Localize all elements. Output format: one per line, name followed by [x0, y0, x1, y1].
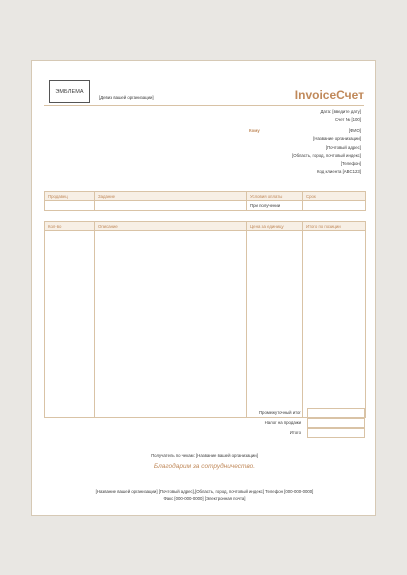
tax-label: Налог на продажи — [264, 420, 301, 425]
recipient-name: [ФИО] — [348, 128, 361, 133]
subtotal-label: Промежуточный итог — [258, 410, 301, 415]
company-slogan: [Девиз вашей организации] — [99, 95, 154, 100]
invoice-meta — [321, 108, 361, 125]
cell-due-date[interactable] — [303, 201, 366, 211]
tax-value[interactable] — [307, 418, 365, 428]
footer-contact — [32, 489, 377, 502]
cell-payment-terms[interactable]: При получении — [247, 201, 303, 211]
total-label: Итого — [289, 430, 301, 435]
info-table-row — [45, 201, 366, 211]
subtotal-row — [44, 408, 365, 418]
cell-line-total[interactable] — [303, 231, 366, 418]
tax-row — [44, 418, 365, 428]
col-unit-price: Цена за единицу — [247, 222, 303, 231]
recipient-label: Кому — [249, 128, 260, 133]
logo-text: ЭМБЛЕМА — [55, 88, 84, 95]
footer-line-fax-email: Факс [000-000-0000] [Электронная почта] — [163, 495, 246, 501]
items-table-body — [45, 231, 366, 418]
recipient-phone: [Телефон] — [340, 161, 361, 167]
items-table — [44, 221, 366, 418]
col-quantity: Кол-во — [45, 222, 95, 231]
invoice-date: Дата: [введите дату] — [320, 109, 361, 114]
cell-job[interactable] — [95, 201, 247, 211]
info-table — [44, 191, 366, 211]
recipient-address — [292, 127, 361, 177]
cell-quantity[interactable] — [45, 231, 95, 418]
total-value[interactable] — [307, 428, 365, 438]
info-table-header — [45, 192, 366, 201]
footer-line-address: [Название вашей организации] [Почтовый адрес],[Область, город, почтовый индекс] Телефон [000-000-0000] — [95, 489, 314, 494]
recipient-city: [Область, город, почтовый индекс] — [292, 152, 361, 158]
col-line-total: Итого по позиции — [303, 222, 366, 231]
customer-id: Код клиента [ABC123] — [317, 169, 361, 175]
total-row — [44, 428, 365, 438]
recipient-company: [Название организации] — [313, 136, 361, 142]
subtotal-value[interactable] — [307, 408, 365, 418]
cell-seller[interactable] — [45, 201, 95, 211]
recipient-street: [Почтовый адрес] — [325, 144, 361, 150]
cell-unit-price[interactable] — [247, 231, 303, 418]
invoice-number: Счет № [100] — [334, 117, 361, 123]
thank-you-message: Благодарим за сотрудничество. — [153, 463, 256, 470]
cell-description[interactable] — [95, 231, 247, 418]
col-job: Задание — [95, 192, 247, 201]
logo-placeholder[interactable] — [49, 80, 90, 103]
col-due-date: Срок — [303, 192, 366, 201]
invoice-title: InvoiceСчет — [294, 88, 364, 102]
payable-to: Получатель по чекам: [Название вашей организации] — [151, 453, 258, 458]
col-seller: Продавец — [45, 192, 95, 201]
items-table-header — [45, 222, 366, 231]
col-description: Описание — [95, 222, 247, 231]
col-payment-terms: Условия оплаты — [247, 192, 303, 201]
invoice-page — [31, 60, 376, 516]
header-divider — [44, 105, 364, 106]
